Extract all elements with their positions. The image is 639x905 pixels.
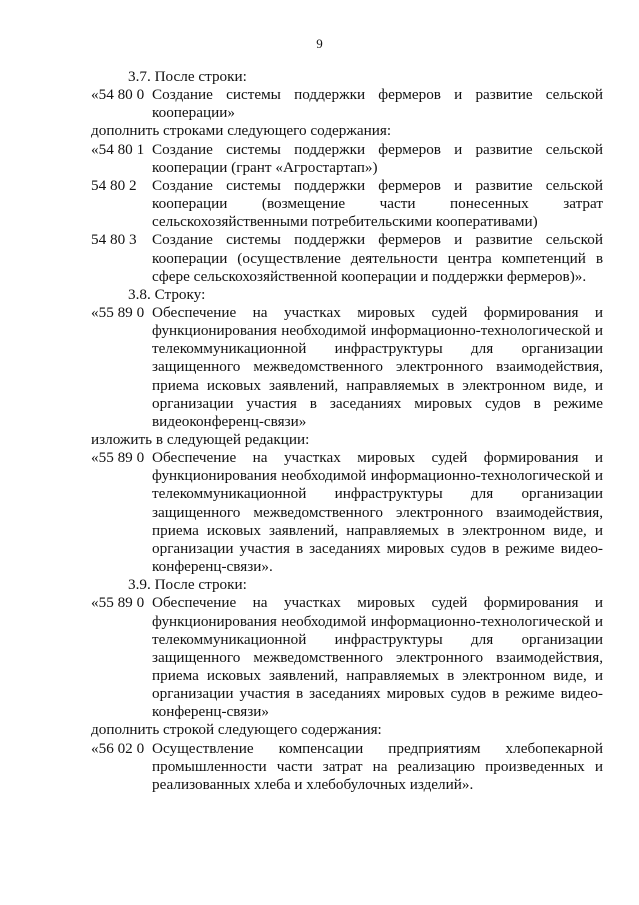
section-heading: 3.9. После строки: bbox=[128, 576, 247, 594]
connector-text: дополнить строками следующего содержания: bbox=[91, 122, 392, 140]
entry-text-line: конференц-связи» bbox=[152, 703, 269, 721]
entry-text-line: Обеспечение на участках мировых судей формирования и bbox=[152, 449, 603, 467]
entry-code: «55 89 0 bbox=[91, 449, 145, 467]
entry-text-line: приема исковых заявлений, направляемых в электронном виде, и bbox=[152, 666, 603, 684]
entry-text-line: кооперации (возмещение части понесенных затрат bbox=[152, 195, 603, 213]
entry-text-line: Создание системы поддержки фермеров и развитие сельской bbox=[152, 176, 603, 194]
entry-text-line: кооперации (грант «Агростартап») bbox=[152, 158, 378, 176]
entry-text-line: Обеспечение на участках мировых судей формирования и bbox=[152, 303, 603, 321]
entry-text-line: промышленности части затрат на реализацию произведенных и bbox=[152, 757, 603, 775]
entry-text-line: защищенного межведомственного электронного взаимодействия, bbox=[152, 503, 603, 521]
entry-text-line: приема исковых заявлений, направляемых в электронном виде, и bbox=[152, 521, 603, 539]
entry-code: 54 80 2 bbox=[91, 176, 137, 194]
entry-code: «56 02 0 bbox=[91, 739, 145, 757]
entry-text-line: конференц-связи». bbox=[152, 558, 273, 576]
entry-text-line: Обеспечение на участках мировых судей формирования и bbox=[152, 594, 603, 612]
entry-text-line: Создание системы поддержки фермеров и развитие сельской bbox=[152, 231, 603, 249]
entry-code: 54 80 3 bbox=[91, 231, 137, 249]
entry-text-line: организации участия в заседаниях мировых судов в режиме bbox=[152, 394, 603, 412]
page-number: 9 bbox=[316, 36, 323, 51]
entry-text-line: телекоммуникационной инфраструктуры для организации bbox=[152, 630, 603, 648]
entry-text-line: телекоммуникационной инфраструктуры для организации bbox=[152, 340, 603, 358]
entry-text-line: реализованных хлеба и хлебобулочных изделий». bbox=[152, 775, 474, 793]
entry-text-line: функционирования необходимой информационно-технологической и bbox=[152, 612, 603, 630]
connector-text: дополнить строкой следующего содержания: bbox=[91, 721, 382, 739]
entry-code: «54 80 0 bbox=[91, 86, 145, 104]
section-heading: 3.8. Строку: bbox=[128, 285, 206, 303]
entry-code: «54 80 1 bbox=[91, 140, 145, 158]
entry-text-line: организации участия в заседаниях мировых судов в режиме видео- bbox=[152, 539, 603, 557]
entry-text-line: Создание системы поддержки фермеров и развитие сельской bbox=[152, 86, 603, 104]
entry-text-line: сельскохозяйственными потребительскими кооперативами) bbox=[152, 213, 538, 231]
entry-text-line: защищенного межведомственного электронного взаимодействия, bbox=[152, 358, 603, 376]
entry-text-line: функционирования необходимой информационно-технологической и bbox=[152, 322, 603, 340]
entry-text-line: защищенного межведомственного электронного взаимодействия, bbox=[152, 648, 603, 666]
entry-text-line: Создание системы поддержки фермеров и развитие сельской bbox=[152, 140, 603, 158]
entry-text-line: функционирования необходимой информационно-технологической и bbox=[152, 467, 603, 485]
entry-code: «55 89 0 bbox=[91, 303, 145, 321]
connector-text: изложить в следующей редакции: bbox=[91, 431, 310, 448]
entry-text-line: приема исковых заявлений, направляемых в электронном виде, и bbox=[152, 376, 603, 394]
entry-code: «55 89 0 bbox=[91, 594, 145, 612]
entry-text-line: кооперации» bbox=[152, 104, 235, 122]
entry-text-line: телекоммуникационной инфраструктуры для организации bbox=[152, 485, 603, 503]
entry-text-line: сфере сельскохозяйственной кооперации и поддержки фермеров)». bbox=[152, 267, 587, 285]
entry-text-line: кооперации (осуществление деятельности центра компетенций в bbox=[152, 249, 603, 267]
entry-text-line: видеоконференц-связи» bbox=[152, 412, 307, 430]
entry-text-line: Осуществление компенсации предприятиям хлебопекарной bbox=[152, 739, 603, 757]
section-heading: 3.7. После строки: bbox=[128, 68, 247, 85]
entry-text-line: организации участия в заседаниях мировых судов в режиме видео- bbox=[152, 685, 603, 703]
